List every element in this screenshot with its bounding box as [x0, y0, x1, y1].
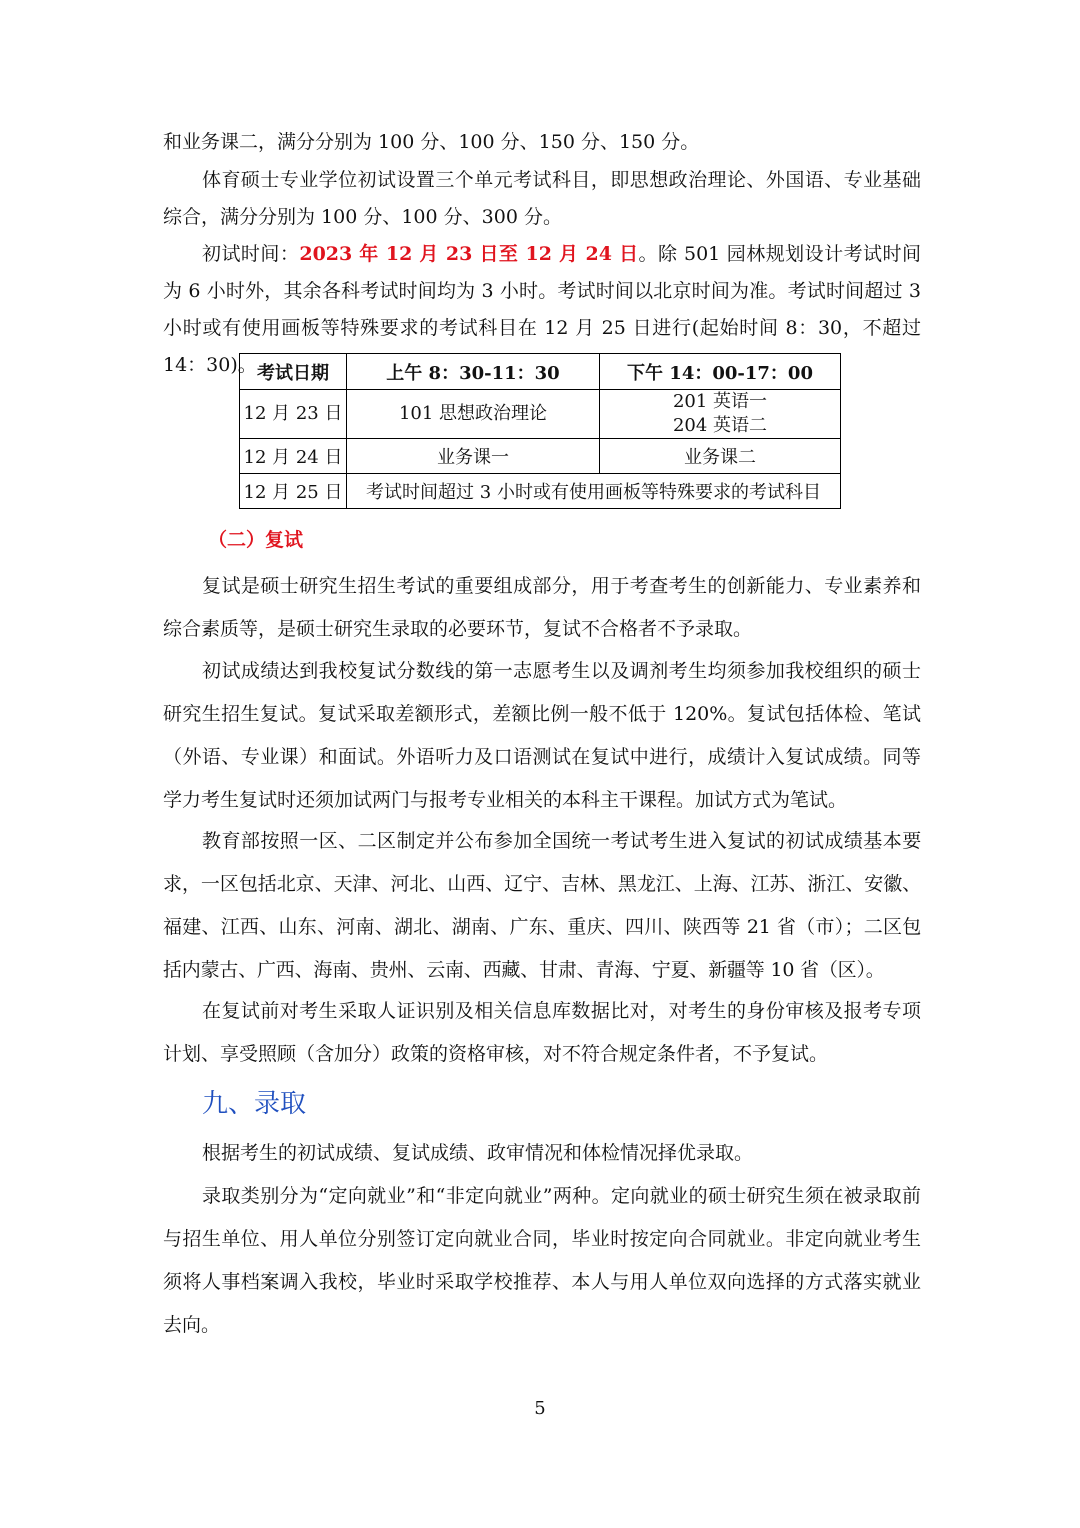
exam-dates-highlight: 2023 年 12 月 23 日至 12 月 24 日 — [299, 243, 639, 265]
table-row — [240, 439, 841, 474]
paragraph-scores-continued: 和业务课二，满分分别为 100 分、100 分、150 分、150 分。 — [163, 131, 700, 153]
section-heading-admission: 九、录取 — [202, 1089, 307, 1119]
row-morning-subject: 业务课一 — [347, 439, 600, 474]
exam-schedule-table — [239, 353, 841, 509]
row-morning-subject: 101 思想政治理论 — [347, 390, 600, 439]
paragraph-pe-master-subjects: 体育硕士专业学位初试设置三个单元考试科目，即思想政治理论、外国语、专业基础综合，满分分别为 100 分、100 分、300 分。 — [163, 169, 921, 228]
paragraph-admission-categories: 录取类别分为“定向就业”和“非定向就业”两种。定向就业的硕士研究生须在被录取前与招生单位、用人单位分别签订定向就业合同，毕业时按定向合同就业。非定向就业考生须将人事档案调入我校，毕业时采取学校推荐、本人与用人单位双向选择的方式落实就业去向。 — [163, 1185, 921, 1336]
paragraph-admission-basis: 根据考生的初试成绩、复试成绩、政审情况和体检情况择优录取。 — [202, 1142, 754, 1164]
table-header-row — [240, 354, 841, 390]
exam-time-details: 。除 501 园林规划设计考试时间为 6 小时外，其余各科考试时间均为 3 小时。考试时间以北京时间为准。考试时间超过 3 小时或有使用画板等特殊要求的考试科目在 12 月 25 日进行(起始时间 8：30，不超过 14：30)。 — [163, 243, 921, 376]
paragraph-region-requirements: 教育部按照一区、二区制定并公布参加全国统一考试考生进入复试的初试成绩基本要求，一区包括北京、天津、河北、山西、辽宁、吉林、黑龙江、上海、江苏、浙江、安徽、福建、江西、山东、河南、湖北、湖南、广东、重庆、四川、陕西等 21 省（市）；二区包括内蒙古、广西、海南、贵州、云南、西藏、甘肃、青海、宁夏、新疆等 10 省（区）。 — [163, 830, 921, 981]
header-date: 考试日期 — [240, 354, 347, 390]
section-heading-retest: （二）复试 — [208, 529, 304, 551]
row-date: 12 月 24 日 — [240, 439, 347, 474]
paragraph-identity-check: 在复试前对考生采取人证识别及相关信息库数据比对，对考生的身份审核及报考专项计划、享受照顾（含加分）政策的资格审核，对不符合规定条件者，不予复试。 — [163, 1000, 921, 1065]
row-special-subjects: 考试时间超过 3 小时或有使用画板等特殊要求的考试科目 — [347, 474, 841, 509]
paragraph-retest-importance: 复试是硕士研究生招生考试的重要组成部分，用于考查考生的创新能力、专业素养和综合素质等，是硕士研究生录取的必要环节，复试不合格者不予录取。 — [163, 575, 921, 640]
row-afternoon-subject: 业务课二 — [600, 439, 841, 474]
english-two: 204 英语二 — [672, 415, 768, 436]
header-morning: 上午 8：30-11：30 — [347, 354, 600, 390]
row-date: 12 月 23 日 — [240, 390, 347, 439]
table-row — [240, 390, 841, 439]
page-number: 5 — [534, 1398, 546, 1419]
table-row — [240, 474, 841, 509]
row-afternoon-subject — [600, 390, 841, 439]
header-afternoon: 下午 14：00-17：00 — [600, 354, 841, 390]
row-date: 12 月 25 日 — [240, 474, 347, 509]
exam-time-label: 初试时间： — [202, 243, 300, 265]
paragraph-retest-requirements: 初试成绩达到我校复试分数线的第一志愿考生以及调剂考生均须参加我校组织的硕士研究生招生复试。复试采取差额形式，差额比例一般不低于 120%。复试包括体检、笔试（外语、专业课）和面试。外语听力及口语测试在复试中进行，成绩计入复试成绩。同等学力考生复试时还须加试两门与报考专业相关的本科主干课程。加试方式为笔试。 — [163, 660, 921, 811]
english-one: 201 英语一 — [672, 391, 768, 412]
